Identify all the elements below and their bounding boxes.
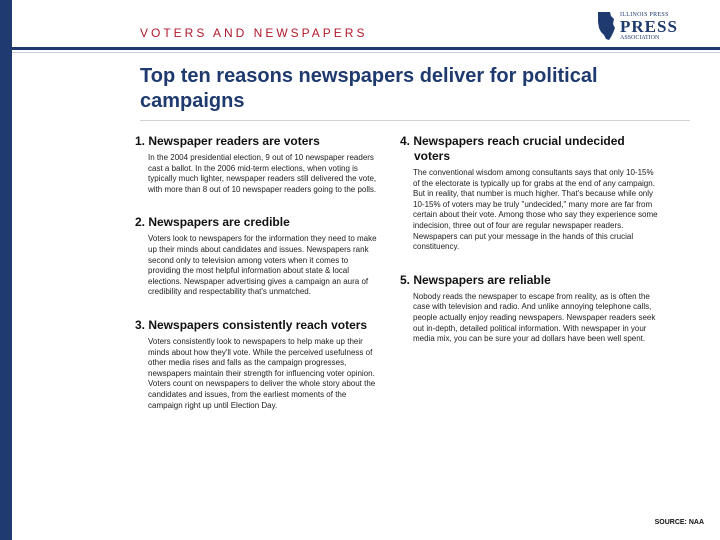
reason-body: Voters consistently look to newspapers to help make up their minds about how they'll vote. While the perceived usefulness of other media rises and falls as the campaign progresses, newspapers maintain their strength for influencing voter opinion. Voters count on newspapers to deliver the whole story about the candidates and issues, from the earliest moments of the campaign right up until Election Day. [148, 336, 376, 410]
header-rule-thin [12, 52, 720, 53]
reason-item [135, 215, 380, 298]
logo-sub-text: ASSOCIATION [620, 35, 660, 41]
title-divider [140, 120, 690, 121]
section-label: VOTERS AND NEWSPAPERS [140, 26, 368, 40]
state-outline-icon [594, 10, 620, 42]
reason-heading: 5. Newspapers are reliable [400, 272, 551, 287]
reason-item [135, 134, 380, 195]
right-column [400, 134, 660, 365]
logo-top-text: ILLINOIS PRESS [620, 12, 669, 18]
reason-heading: 4. Newspapers reach crucial undecided voters [400, 134, 625, 163]
left-accent-bar [0, 0, 12, 540]
reason-heading: 2. Newspapers are credible [135, 215, 290, 230]
source-note: SOURCE: NAA [654, 519, 704, 526]
reason-body: The conventional wisdom among consultants says that only 10-15% of the electorate is typically up for grabs at the end of any campaign. But in reality, that number is much higher. That's because while only 10-15% of voters may be truly "undecided," many more are far from certain about their vote. Among those who say they experience some indecision, three out of four are regular newspaper readers. Newspapers can put your message in the hands of this crucial constituency. [413, 168, 658, 252]
press-association-logo [594, 8, 706, 44]
header-rule [12, 47, 720, 50]
reason-heading: 3. Newspapers consistently reach voters [135, 317, 368, 332]
reason-heading: 1. Newspaper readers are voters [135, 134, 320, 148]
reason-body: Nobody reads the newspaper to escape from reality, as is often the case with television and radio. And unlike annoying telephone calls, people actually enjoy reading newspapers. Newspaper readers seek out in-depth, detailed political information. With newspaper in your media mix, you can be sure your ad dollars have been well spent. [413, 291, 656, 344]
logo-main-text: PRESS [620, 17, 678, 36]
reason-item [400, 134, 660, 253]
left-column [135, 134, 380, 431]
reason-item [400, 273, 660, 345]
reason-body: Voters look to newspapers for the information they need to make up their minds about candidates and issues. Newspapers rank second only to television among voters when it comes to providing the most helpful information about state & local elections. Newspaper advertising gives a campaign an aura of credibility and respectability that's unmatched. [148, 234, 377, 297]
reason-item [135, 318, 380, 411]
page-title: Top ten reasons newspapers deliver for political campaigns [140, 65, 598, 112]
reason-body: In the 2004 presidential election, 9 out of 10 newspaper readers cast a ballot. In the 2006 mid-term elections, when voting is typically much lighter, newspaper readers still delivered the vote, with more than 8 out of 10 newspaper readers going to the polls. [148, 153, 377, 194]
